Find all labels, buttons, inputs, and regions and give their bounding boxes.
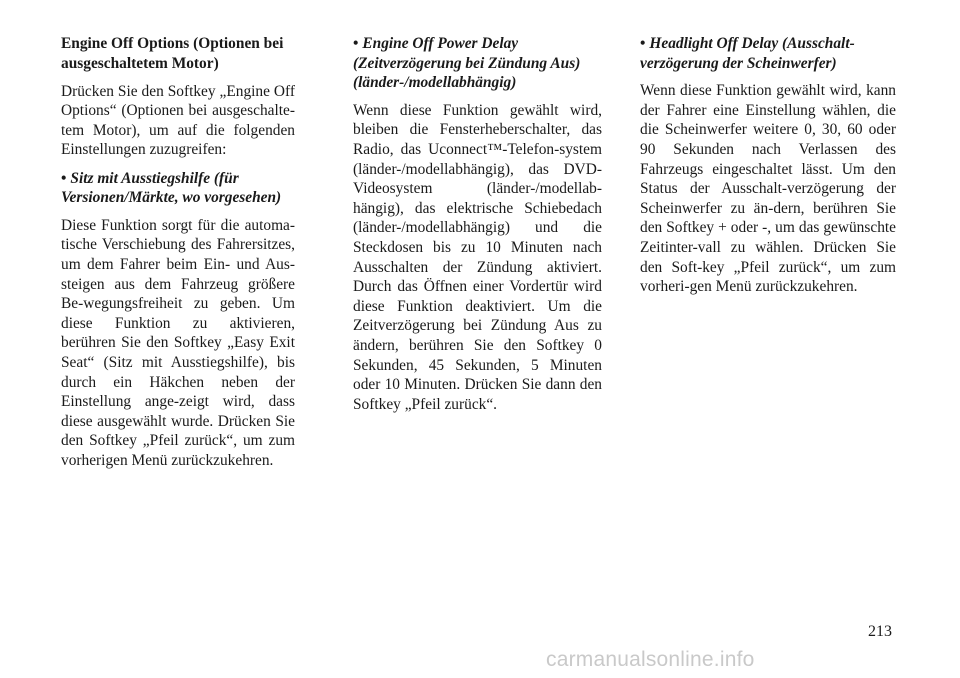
bullet-heading-easy-exit-seat [61,169,295,208]
body-paragraph: Wenn diese Funktion gewählt wird, kann der Fahrer eine Einstellung wählen, die die Scheinwerfer weitere 0, 30, 60 oder 90 Sekunden nach Verlassen des Fahrzeugs eingeschaltet lässt. Um den Status der Ausschalt-verzögerung der Scheinwerfer zu än-dern, berühren Sie den Softkey + oder -, um das gewünschte Zeitinter-vall zu wählen. Drücken Sie den Soft-key „Pfeil zurück“, um zum vorheri-gen Menü zurückzukehren. [640,82,896,296]
section-heading: Engine Off Options (Optionen bei ausgeschaltetem Motor) [61,35,284,72]
bullet-icon: • [353,35,359,52]
intro-paragraph: Drücken Sie den Softkey „Engine Off Options“ (Optionen bei ausgeschalte-tem Motor), um auf die folgenden Einstellungen zuzugreifen: [61,82,295,159]
bullet-title: Sitz mit Ausstiegshilfe (für Versionen/Märkte, wo vorgesehen) [61,169,282,207]
page-number: 213 [868,623,892,640]
column-right [640,34,896,305]
bullet-heading-headlight-delay [640,34,896,73]
body-paragraph: Diese Funktion sorgt für die automa-tische Verschiebung des Fahrersitzes, um dem Fahrer beim Ein- und Aus-steigen aus dem Fahrzeug größere Be-wegungsfreiheit zu geben. Um diese Funktion zu aktivieren, berühren Sie den Softkey „Easy Exit Seat“ (Sitz mit Ausstiegshilfe), bis durch ein Häkchen neben der Einstellung ange-zeigt wird, dass diese ausgewählt wurde. Drücken Sie den Softkey „Pfeil zurück“, um zum vorherigen Menü zurückzukehren. [61,216,295,469]
bullet-heading-power-delay [353,34,602,93]
column-middle [353,34,602,423]
bullet-icon: • [640,35,646,52]
bullet-icon: • [61,169,67,187]
bullet-title: Headlight Off Delay (Ausschalt-verzögerung der Scheinwerfer) [640,35,855,72]
bullet-title: Engine Off Power Delay (Zeitverzögerung bei Zündung Aus) (länder-/modellabhängig) [353,35,581,92]
watermark: carmanualsonline.info [546,648,755,671]
column-left [61,34,295,479]
body-paragraph: Wenn diese Funktion gewählt wird, bleiben die Fensterheberschalter, das Radio, das Uconnect™-Telefon-system (länder-/modellabhängig), das DVD-Videosystem (länder-/modellab-hängig), das elektrische Schiebedach (länder-/modellabhängig) und die Steckdosen bis zu 10 Minuten nach Ausschalten der Zündung aktiviert. Durch das Öffnen einer Vordertür wird diese Funktion deaktiviert. Um die Zeitverzögerung bei Zündung Aus zu ändern, berühren Sie den Softkey 0 Sekunden, 45 Sekunden, 5 Minuten oder 10 Minuten. Drücken Sie dann den Softkey „Pfeil zurück“. [353,101,602,413]
